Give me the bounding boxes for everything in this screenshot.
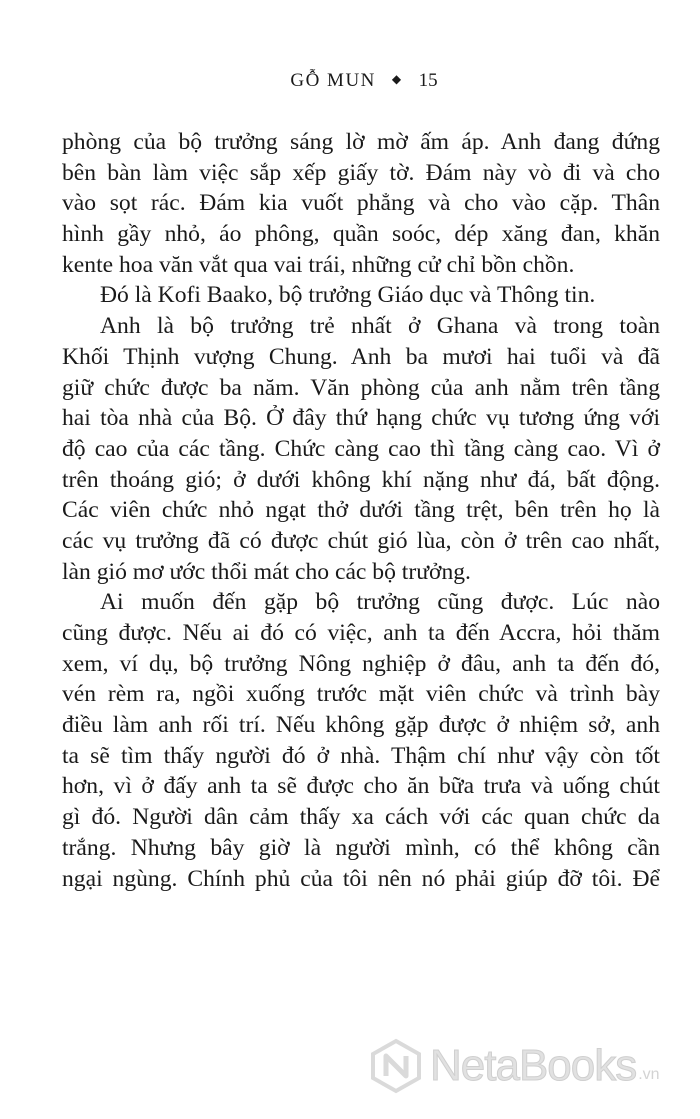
text-line: Ai muốn đến gặp bộ trưởng cũng được. Lúc nào (100, 589, 660, 616)
text-line: hình gầy nhỏ, áo phông, quần soóc, dép xăng đan, khăn (62, 221, 660, 248)
netabooks-logo-icon (368, 1038, 424, 1094)
paragraph (62, 280, 660, 311)
text-line: xem, ví dụ, bộ trưởng Nông nghiệp ở đâu, anh ta đến đó, (62, 650, 660, 677)
text-line: gì đó. Người dân cảm thấy xa cách với các quan chức da (62, 804, 660, 831)
text-line: bên bàn làm việc sắp xếp giấy tờ. Đám này vò đi và cho (62, 159, 660, 186)
text-line: làn gió mơ ước thổi mát cho các bộ trưởng. (62, 558, 471, 585)
running-title: GỖ MUN (290, 70, 376, 91)
text-line: các vụ trưởng đã có được chút gió lùa, còn ở trên cao nhất, (62, 527, 660, 554)
diamond-separator-icon: ◆ (391, 72, 403, 86)
text-line: giữ chức được ba năm. Văn phòng của anh nằm trên tầng (62, 374, 660, 401)
text-line: cũng được. Nếu ai đó có việc, anh ta đến Accra, hỏi thăm (62, 620, 660, 646)
text-line: kente hoa văn vắt qua vai trái, những cử chỉ bồn chồn. (62, 251, 575, 278)
paragraph (62, 127, 660, 280)
watermark-tld: .vn (638, 1066, 660, 1083)
text-line: vén rèm ra, ngồi xuống trước mặt viên chức và trình bày (62, 681, 660, 708)
text-line: Đó là Kofi Baako, bộ trưởng Giáo dục và Thông tin. (100, 282, 596, 309)
body-text (62, 127, 660, 894)
text-line: ta sẽ tìm thấy người đó ở nhà. Thậm chí như vậy còn tốt (62, 742, 660, 769)
text-line: vào sọt rác. Đám kia vuốt phẳng và cho vào cặp. Thân (62, 190, 660, 217)
text-line: Các viên chức nhỏ ngạt thở dưới tầng trệt, bên trên họ là (62, 497, 660, 524)
running-header (0, 70, 700, 92)
page-number: 15 (418, 70, 438, 91)
watermark (368, 1036, 698, 1096)
text-line: độ cao của các tầng. Chức càng cao thì tầng càng cao. Vì ở (62, 435, 660, 462)
watermark-brand: NetaBooks (430, 1041, 637, 1090)
text-line: ngại ngùng. Chính phủ của tôi nên nó phải giúp đỡ tôi. Để (62, 865, 660, 892)
paragraph (62, 311, 660, 587)
text-line: phòng của bộ trưởng sáng lờ mờ ấm áp. Anh đang đứng (62, 129, 660, 155)
text-line: điều làm anh rối trí. Nếu không gặp được ở nhiệm sở, anh (62, 712, 660, 739)
text-line: Anh là bộ trưởng trẻ nhất ở Ghana và trong toàn (100, 313, 660, 340)
text-line: Khối Thịnh vượng Chung. Anh ba mươi hai tuổi và đã (62, 343, 660, 370)
text-line: hai tòa nhà của Bộ. Ở đây thứ hạng chức vụ tương ứng với (62, 405, 660, 432)
paragraph (62, 587, 660, 894)
text-line: hơn, vì ở đấy anh ta sẽ được cho ăn bữa trưa và uống chút (62, 773, 660, 800)
text-line: trắng. Nhưng bây giờ là người mình, có thể không cần (62, 834, 660, 861)
text-line: trên thoáng gió; ở dưới không khí nặng như đá, bất động. (62, 466, 660, 493)
